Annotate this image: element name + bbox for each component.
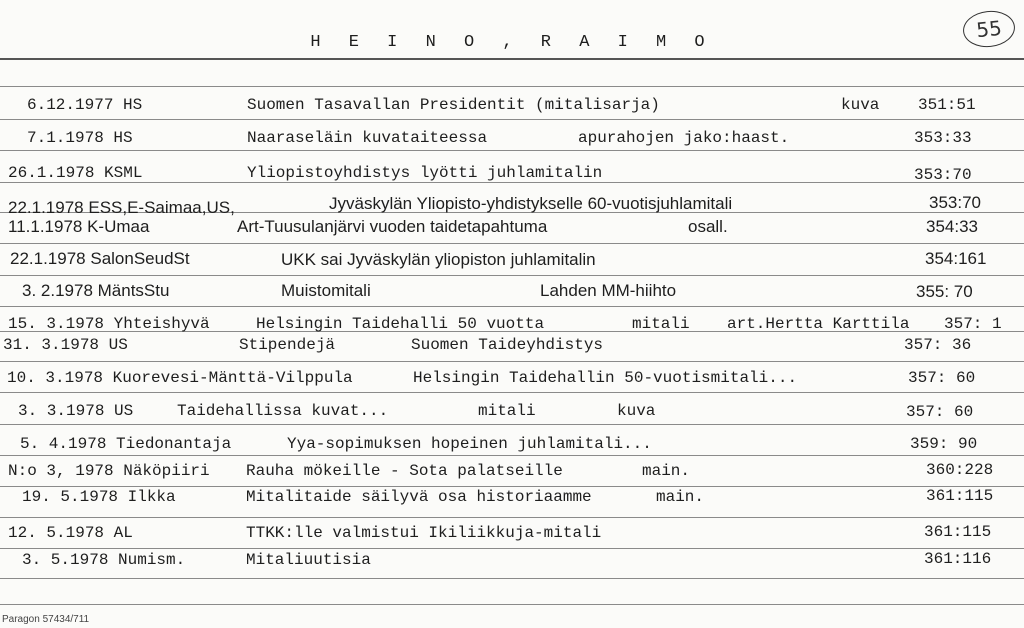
entry-title: Muistomitali (281, 281, 371, 300)
entry-reference: 355: 70 (916, 282, 973, 301)
entry-date-source: 15. 3.1978 Yhteishyvä (8, 315, 210, 333)
rule-line (0, 455, 1024, 456)
rule-line (0, 275, 1024, 276)
entry-title: Helsingin Taidehalli 50 vuotta (256, 315, 545, 333)
entry-title: Mitaliuutisia (246, 551, 371, 569)
rule-line (0, 424, 1024, 425)
entry-reference: 353:33 (914, 129, 972, 147)
entry-title: Jyväskylän Yliopisto-yhdistykselle 60-vuotisjuhlamitali (329, 194, 733, 213)
entry-reference: 361:115 (926, 487, 994, 505)
card-heading: H E I N O , R A I M O (310, 33, 714, 52)
entry-note: mitali (478, 402, 536, 420)
entry-note: main. (642, 462, 691, 480)
entry-reference: 357: 60 (906, 403, 974, 421)
entry-note-secondary: art.Hertta Karttila (727, 315, 910, 333)
entry-note: osall. (688, 217, 728, 236)
entry-title: Helsingin Taidehallin 50-vuotismitali... (413, 369, 798, 387)
entry-note: Lahden MM-hiihto (540, 281, 677, 300)
entry-date-source: 19. 5.1978 Ilkka (22, 488, 176, 506)
entry-date-source: 3. 2.1978 MäntsStu (22, 281, 170, 300)
entry-date-source: 5. 4.1978 Tiedonantaja (20, 435, 232, 453)
entry-title: Yliopistoyhdistys lyötti juhlamitalin (247, 164, 603, 182)
entry-note: Suomen Taideyhdistys (411, 336, 604, 354)
entry-reference: 361:116 (924, 550, 992, 568)
entry-reference: 354:33 (926, 217, 978, 236)
page-number-circle: 55 (961, 8, 1016, 49)
rule-line (0, 86, 1024, 87)
entry-date-source: 6.12.1977 HS (27, 96, 143, 114)
entry-note: apurahojen jako:haast. (578, 129, 790, 147)
entry-date-source: 22.1.1978 ESS,E-Saimaa,US, (8, 198, 235, 217)
entry-title: Suomen Tasavallan Presidentit (mitalisarja) (247, 96, 660, 114)
entry-date-source: 26.1.1978 KSML (8, 164, 143, 182)
entry-date-source: 10. 3.1978 Kuorevesi-Mänttä-Vilppula (7, 369, 353, 387)
entry-title: UKK sai Jyväskylän yliopiston juhlamitalin (281, 250, 596, 269)
entry-title: Stipendejä (239, 336, 336, 354)
header-rule (0, 58, 1024, 60)
entry-date-source: 12. 5.1978 AL (8, 524, 133, 542)
rule-line (0, 119, 1024, 120)
entry-reference: 357: 36 (904, 336, 972, 354)
entry-date-source: 31. 3.1978 US (3, 336, 128, 354)
entry-note: mitali (632, 315, 690, 333)
rule-line (0, 517, 1024, 518)
rule-line (0, 578, 1024, 579)
entry-reference: 359: 90 (910, 435, 978, 453)
entry-date-source: 7.1.1978 HS (27, 129, 133, 147)
rule-line (0, 361, 1024, 362)
entry-reference: 354:161 (925, 249, 987, 268)
card-maker-label: Paragon 57434/711 (2, 614, 90, 625)
entry-date-source: 3. 5.1978 Numism. (22, 551, 186, 569)
entry-date-source: 11.1.1978 K-Umaa (8, 217, 150, 236)
rule-line (0, 486, 1024, 487)
rule-line (0, 392, 1024, 393)
entry-reference: 357: 60 (908, 369, 976, 387)
rule-line (0, 548, 1024, 549)
entry-reference: 353:70 (914, 166, 972, 184)
entry-title: Rauha mökeille - Sota palatseille (246, 462, 563, 480)
entry-reference: 357: 1 (944, 315, 1002, 333)
entry-title: Art-Tuusulanjärvi vuoden taidetapahtuma (237, 217, 548, 236)
entry-title: TTKK:lle valmistui Ikiliikkuja-mitali (246, 524, 602, 542)
entry-title: Taidehallissa kuvat... (177, 402, 389, 420)
rule-line (0, 150, 1024, 151)
rule-line (0, 243, 1024, 244)
entry-reference: 360:228 (926, 461, 994, 479)
entry-title: Yya-sopimuksen hopeinen juhlamitali... (287, 435, 652, 453)
entry-note: main. (656, 488, 705, 506)
entry-reference: 361:115 (924, 523, 992, 541)
entry-title: Naaraseläin kuvataiteessa (247, 129, 488, 147)
entry-date-source: 22.1.1978 SalonSeudSt (10, 249, 190, 268)
rule-line (0, 604, 1024, 605)
entry-note-secondary: kuva (617, 402, 656, 420)
rule-line (0, 182, 1024, 183)
entry-title: Mitalitaide säilyvä osa historiaamme (246, 488, 592, 506)
entry-reference: 353:70 (929, 193, 981, 212)
entry-note: kuva (841, 96, 880, 114)
entry-reference: 351:51 (918, 96, 976, 114)
rule-line (0, 306, 1024, 307)
entry-date-source: 3. 3.1978 US (18, 402, 134, 420)
entry-date-source: N:o 3, 1978 Näköpiiri (8, 462, 210, 480)
